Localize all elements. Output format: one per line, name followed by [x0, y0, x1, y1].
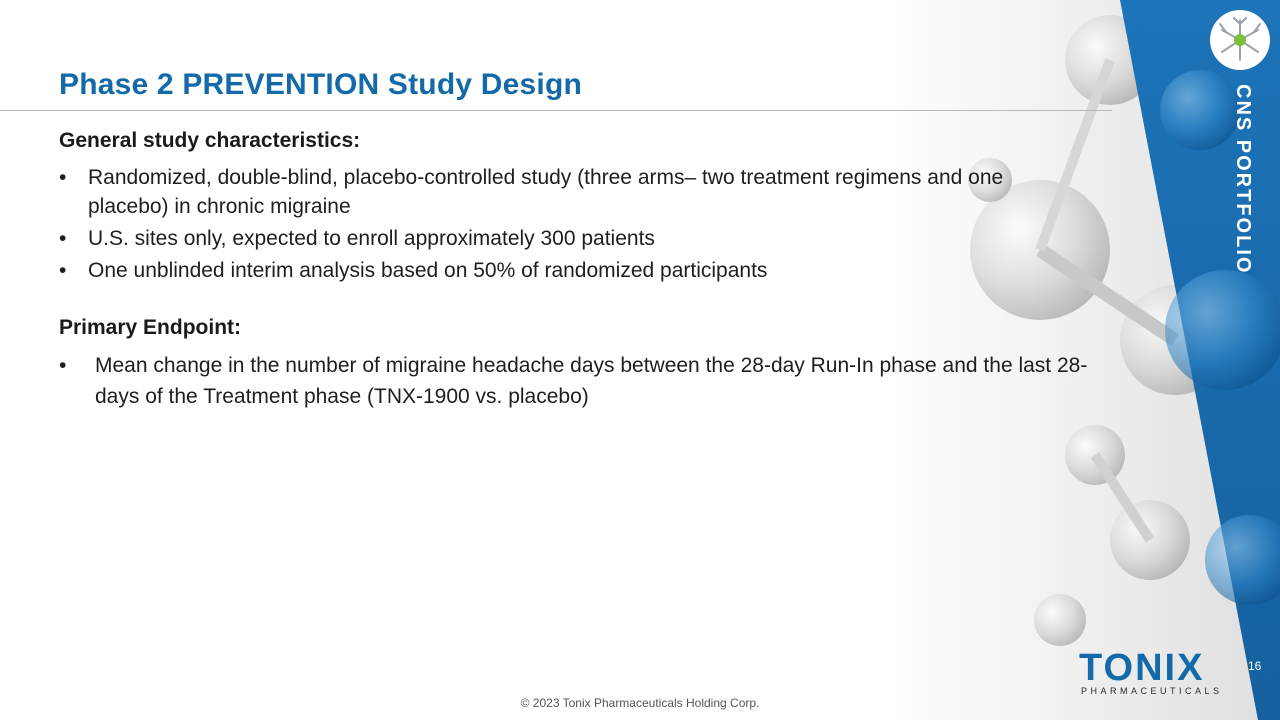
list-item-text: Randomized, double-blind, placebo-controlled study (three arms– two treatment regimens and one placebo) in chronic migraine [88, 166, 1004, 218]
list-item [59, 224, 1089, 253]
characteristics-list [59, 163, 1089, 285]
side-label-text: CNS PORTFOLIO [1232, 84, 1254, 275]
list-item-text: One unblinded interim analysis based on 50% of randomized participants [88, 259, 768, 282]
page-number: 16 [1248, 659, 1262, 673]
logo-subtitle: PHARMACEUTICALS [1081, 686, 1223, 696]
characteristics-heading: General study characteristics: [59, 129, 361, 152]
list-item [59, 350, 1089, 412]
list-item [59, 163, 1089, 221]
neuron-icon [1210, 10, 1270, 70]
bullet-icon: • [59, 166, 67, 189]
endpoint-list [59, 350, 1089, 412]
slide-content [59, 129, 1089, 415]
bullet-icon: • [59, 354, 67, 377]
endpoint-heading: Primary Endpoint: [59, 316, 242, 339]
list-item-text: Mean change in the number of migraine headache days between the 28-day Run-In phase and the last 28-days of the Treatment phase (TNX-1900 vs. placebo) [95, 354, 1088, 408]
bullet-icon: • [59, 227, 67, 250]
tonix-logo [1079, 647, 1223, 698]
bullet-icon: • [59, 259, 67, 282]
logo-wordmark: TONIX [1079, 647, 1205, 689]
title-divider [0, 110, 1112, 111]
copyright-footer: © 2023 Tonix Pharmaceuticals Holding Corp. [520, 696, 760, 710]
list-item-text: U.S. sites only, expected to enroll approximately 300 patients [88, 227, 655, 250]
list-item [59, 256, 1089, 285]
side-label [1227, 84, 1257, 275]
slide-title: Phase 2 PREVENTION Study Design [59, 68, 582, 101]
